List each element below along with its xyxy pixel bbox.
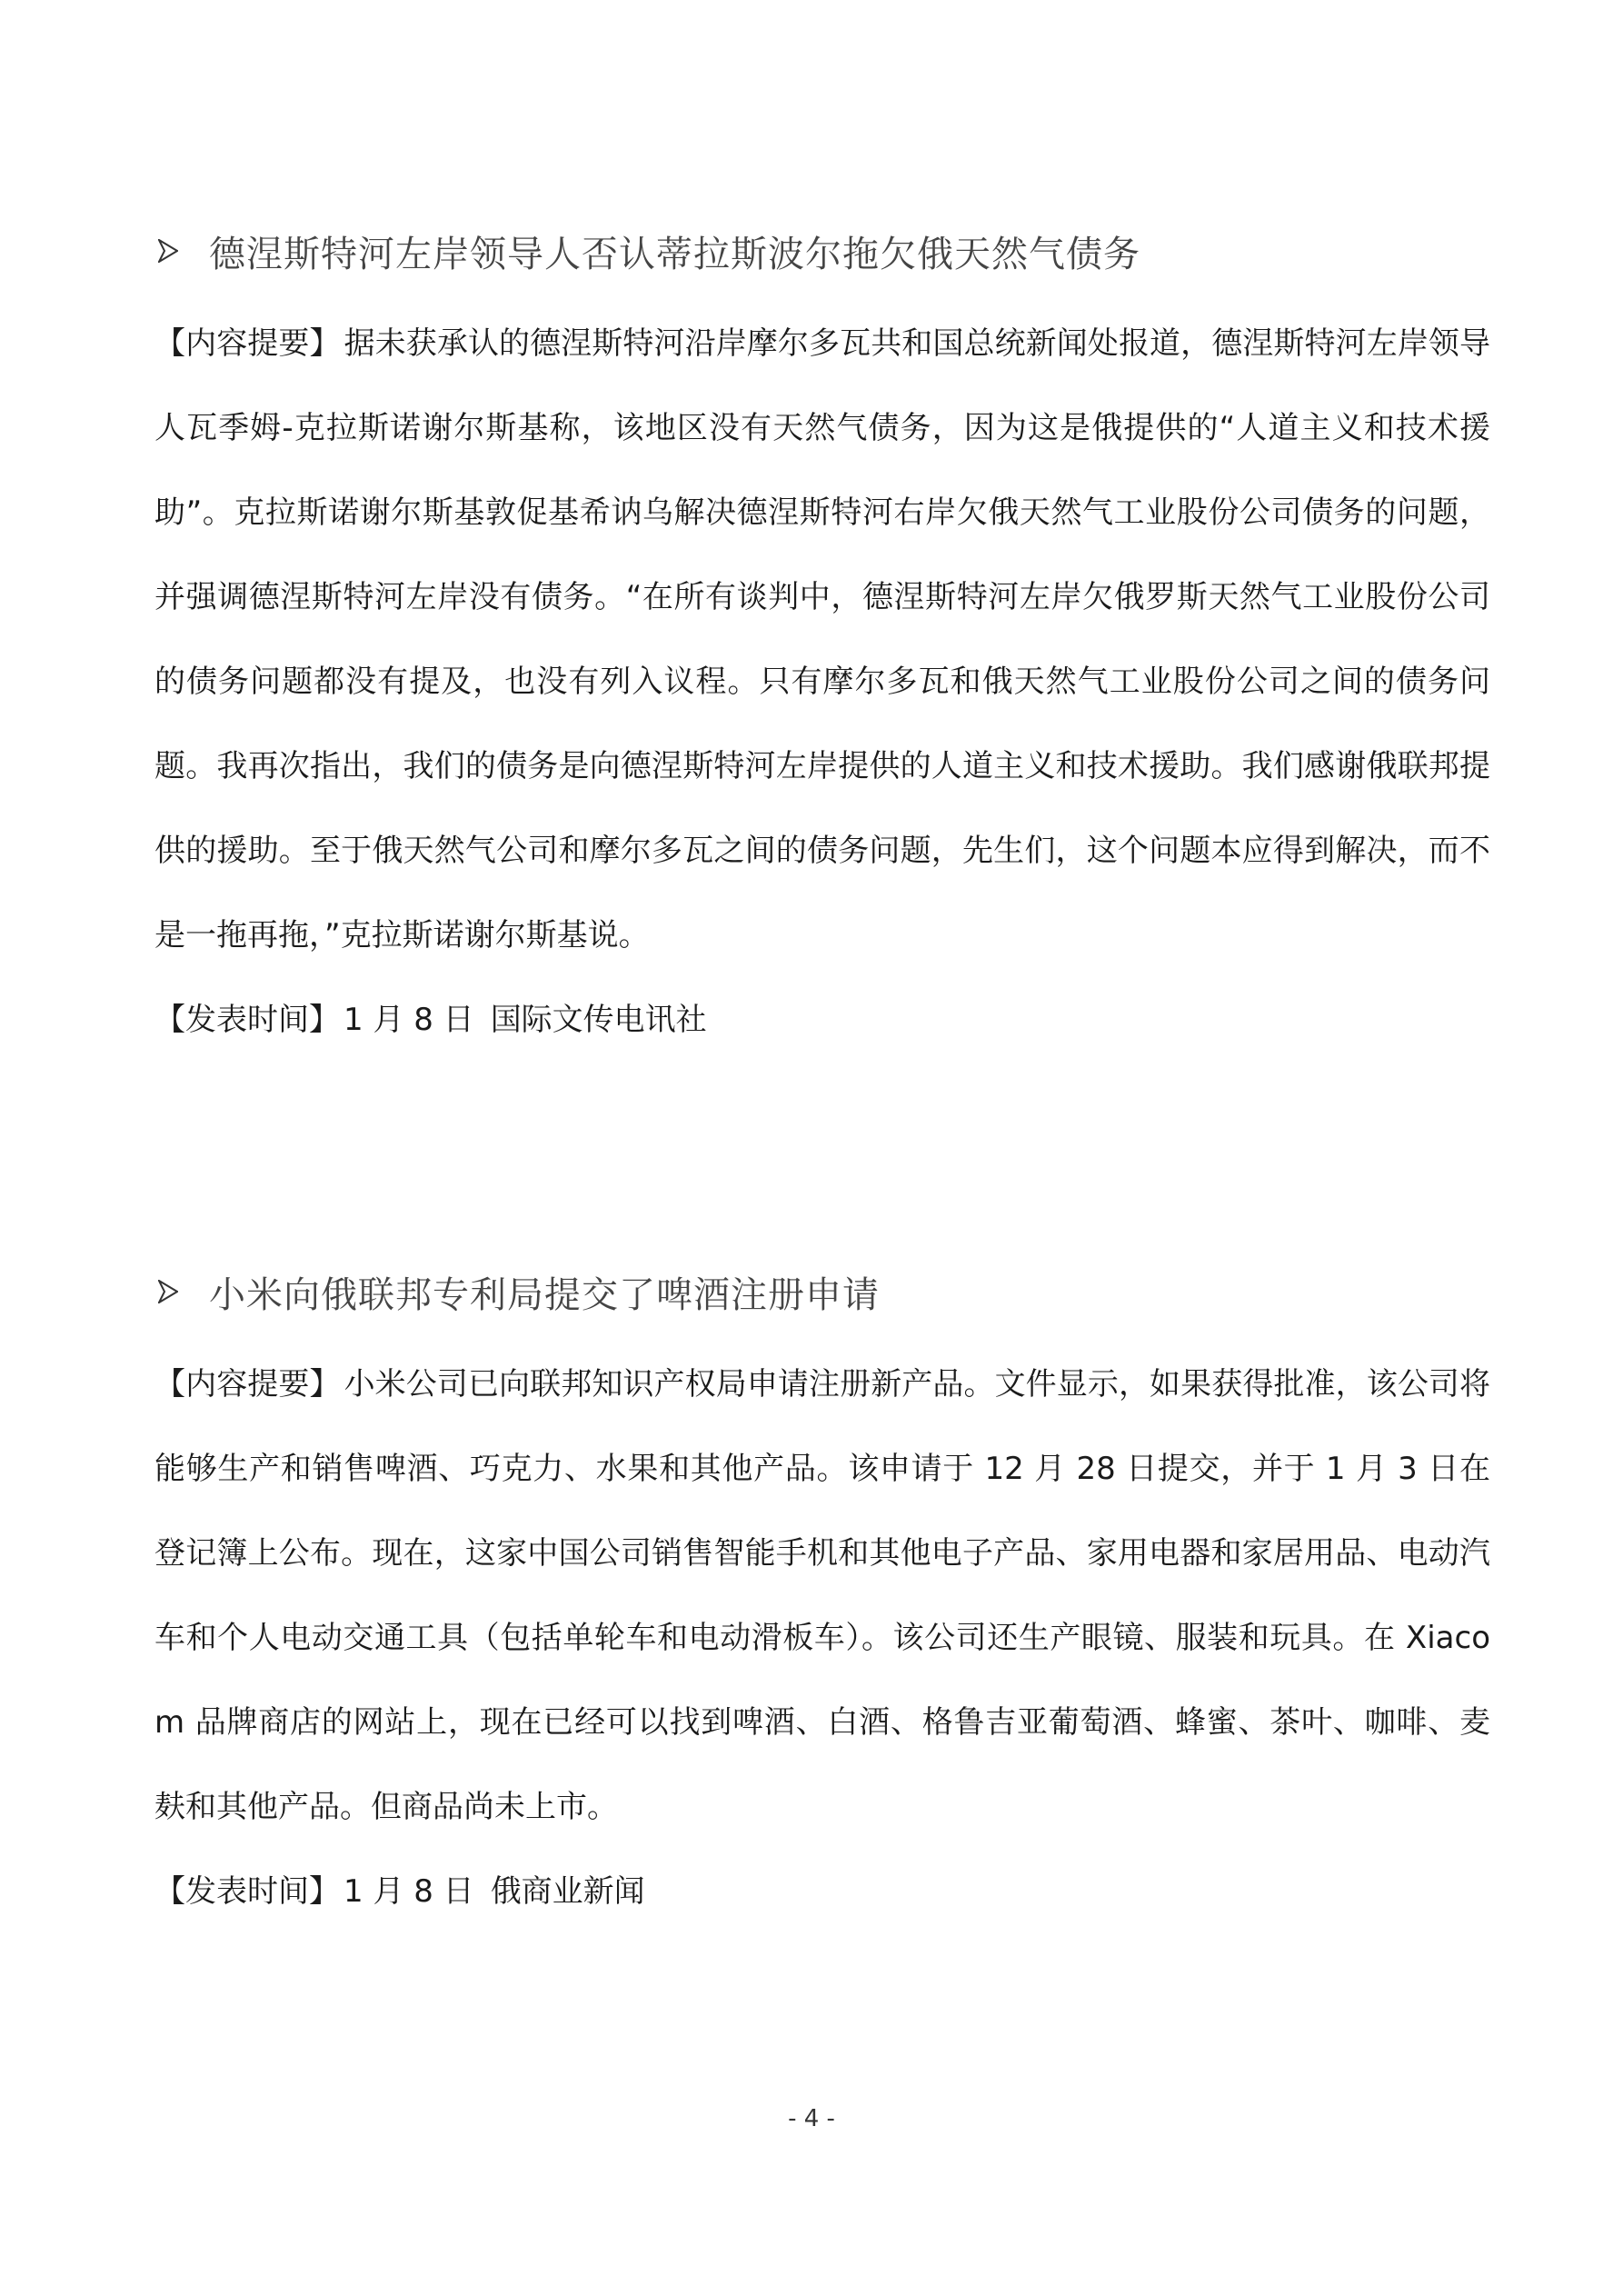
published-label: 【发表时间】 xyxy=(154,1002,340,1038)
news-source: 俄商业新闻 xyxy=(490,1873,645,1910)
published-date: 1 月 8 日 xyxy=(344,1002,474,1038)
published-date: 1 月 8 日 xyxy=(344,1873,474,1910)
news-source: 国际文传电讯社 xyxy=(490,1002,707,1038)
arrow-bullet-icon xyxy=(158,239,178,263)
article-headline xyxy=(154,1259,1490,1324)
article-headline xyxy=(154,218,1490,284)
article-title: 德涅斯特河左岸领导人否认蒂拉斯波尔拖欠俄天然气债务 xyxy=(209,233,1140,275)
article-summary xyxy=(154,302,1490,978)
arrow-bullet-icon xyxy=(158,1280,178,1303)
summary-text: 据未获承认的德涅斯特河沿岸摩尔多瓦共和国总统新闻处报道，德涅斯特河左岸领导人瓦季姆-克拉斯诺谢尔斯基称，该地区没有天然气债务，因为这是俄提供的“人道主义和技术援助”。克拉斯诺谢尔斯基敦促基希讷乌解决德涅斯特河右岸欠俄天然气工业股份公司债务的问题，并强调德涅斯特河左岸没有债务。“在所有谈判中，德涅斯特河左岸欠俄罗斯天然气工业股份公司的债务问题都没有提及，也没有列入议程。只有摩尔多瓦和俄天然气工业股份公司之间的债务问题。我再次指出，我们的债务是向德涅斯特河左岸提供的人道主义和技术援助。我们感谢俄联邦提供的援助。至于俄天然气公司和摩尔多瓦之间的债务问题，先生们，这个问题本应得到解决，而不是一拖再拖，”克拉斯诺谢尔斯基说。 xyxy=(154,325,1491,953)
news-article xyxy=(154,218,1490,1063)
publication-info xyxy=(154,978,1490,1063)
article-title: 小米向俄联邦专利局提交了啤酒注册申请 xyxy=(209,1273,880,1316)
page-number: - 4 - xyxy=(788,2105,835,2132)
article-summary xyxy=(154,1343,1490,1850)
summary-text: 小米公司已向联邦知识产权局申请注册新产品。文件显示，如果获得批准，该公司将能够生产和销售啤酒、巧克力、水果和其他产品。该申请于 12 月 28 日提交，并于 1 月 3 日在登记簿上公布。现在，这家中国公司销售智能手机和其他电子产品、家用电器和家居用品、电动汽车和个人电动交通工具（包括单轮车和电动滑板车）。该公司还生产眼镜、服装和玩具。在 Xiacom 品牌商店的网站上，现在已经可以找到啤酒、白酒、格鲁吉亚葡萄酒、蜂蜜、茶叶、咖啡、麦麸和其他产品。但商品尚未上市。 xyxy=(154,1366,1491,1825)
published-label: 【发表时间】 xyxy=(154,1873,340,1910)
publication-info xyxy=(154,1850,1490,1934)
summary-label: 【内容提要】 xyxy=(154,325,341,362)
summary-label: 【内容提要】 xyxy=(154,1366,341,1403)
news-article xyxy=(154,1259,1490,1934)
